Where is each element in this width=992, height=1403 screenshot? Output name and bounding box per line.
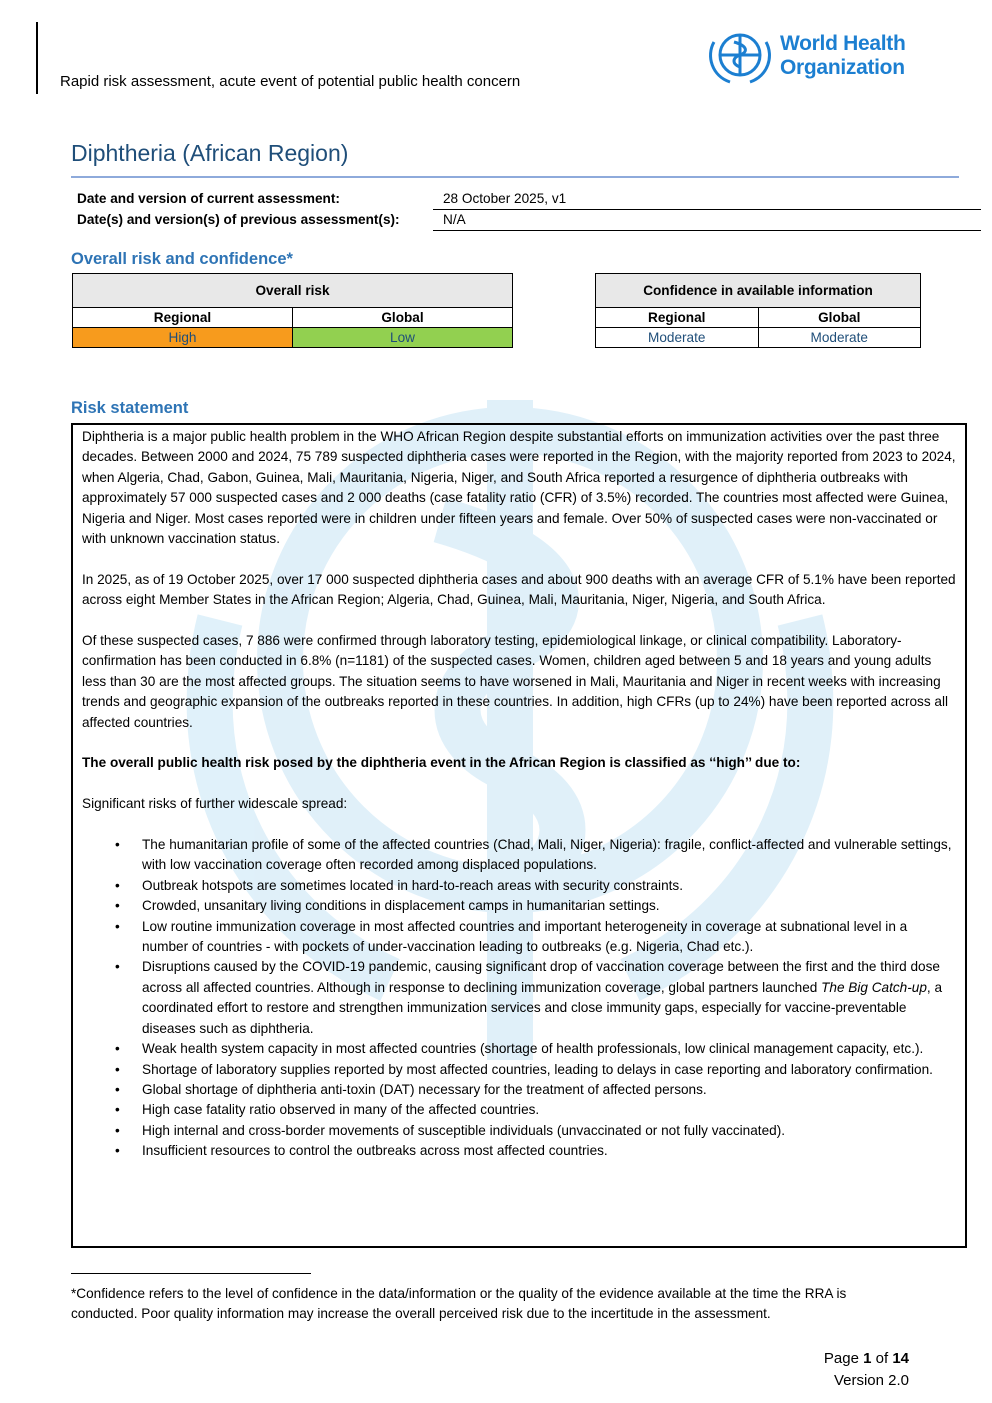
version-label: Version 2.0 [833,1372,909,1389]
confidence-global-value: Moderate [758,328,921,348]
meta-rule [433,209,981,210]
statement-paragraph: Significant risks of further widescale spread: [82,796,348,812]
footnote: *Confidence refers to the level of confidence in the data/information or the quality of the evidence available at the time the RRA is conducted. Poor quality information may increase the overall perceived risk due to the incertitude in the assessment. [71,1286,847,1322]
header-text: Rapid risk assessment, acute event of potential public health concern [60,73,521,90]
page-title: Diphtheria (African Region) [71,140,349,166]
risk-statement-heading: Risk statement [71,399,189,417]
page-footer [824,1348,909,1392]
page-number [824,1348,909,1370]
previous-assessment-label: Date(s) and version(s) of previous assessment(s): [77,212,400,227]
who-wordmark-line2: Organization [780,56,905,79]
campaign-name: The Big Catch-up [821,979,927,995]
list-item: • High internal and cross-border movements of susceptible individuals (unvaccinated or not fully vaccinated). [142,1121,957,1141]
previous-assessment-value: N/A [443,212,466,227]
title-rule [71,176,959,178]
list-item: • Outbreak hotspots are sometimes located in hard-to-reach areas with security constraints. [142,876,957,896]
current-assessment-label: Date and version of current assessment: [77,191,340,206]
page-current: 1 [863,1350,872,1367]
overall-risk-regional-value: High [73,328,293,348]
list-item: • Disruptions caused by the COVID-19 pandemic, causing significant drop of vaccination coverage between the first and the third dose across all affected countries. Although in response to declining immunization coverage, global partners launched The Big Catch-up, a coordinated effort to restore and strengthen immunization services and close immunity gaps, especially for vaccine-preventable diseases such as diphtheria. [142,957,957,1039]
page-total: 14 [892,1350,909,1367]
footnote-rule [71,1273,311,1274]
overall-risk-regional-label: Regional [73,308,293,328]
confidence-regional-value: Moderate [596,328,759,348]
risk-factor-list [82,835,957,1162]
confidence-header: Confidence in available information [596,274,921,308]
list-item: • High case fatality ratio observed in many of the affected countries. [142,1100,957,1120]
page-word: Page [823,1350,859,1367]
confidence-global-label: Global [758,308,921,328]
overall-risk-global-label: Global [293,308,513,328]
list-item: • Insufficient resources to control the outbreaks across most affected countries. [142,1141,957,1161]
statement-paragraph: Of these suspected cases, 7 886 were confirmed through laboratory testing, epidemiological linkage, or clinical compatibility. Laboratory-confirmation has been conducted in 6.8% (n=1181) of the suspected cases. Women, children aged between 5 and 18 years and young adults less than 30 are the most affected groups. The situation seems to have worsened in Mali, Mauritania and Niger in recent weeks with increasing trends and geographic expansion of the outbreaks reported in these countries. In addition, high CFRs (up to 24%) have been reported across all affected countries. [82,633,948,730]
who-wordmark [780,32,906,80]
page-of: of [875,1350,889,1367]
confidence-table [595,273,921,348]
list-item: • Crowded, unsanitary living conditions in displacement camps in humanitarian settings. [142,896,957,916]
list-item: • The humanitarian profile of some of the affected countries (Chad, Mali, Niger, Nigeria): fragile, conflict-affected and vulnerable settings, with low vaccination coverage often recorded among displaced populations. [142,835,957,876]
overall-risk-table [72,273,513,348]
list-item: • Shortage of laboratory supplies reported by most affected countries, leading to delays in case reporting and laboratory confirmation. [142,1060,957,1080]
risk-statement-box [71,423,967,1248]
header-rule [36,22,38,94]
overall-risk-global-value: Low [293,328,513,348]
risk-heading: Overall risk and confidence* [71,250,293,268]
current-assessment-value: 28 October 2025, v1 [443,191,567,206]
list-item: • Low routine immunization coverage in most affected countries and important heterogeneity in coverage at subnational level in a number of countries - with pockets of under-vaccination leading to outbreaks (e.g. Nigeria, Chad etc.). [142,917,957,958]
risk-classification: The overall public health risk posed by the diphtheria event in the African Region is classified as ‘‘high’’ due to: [82,755,801,771]
confidence-regional-label: Regional [596,308,759,328]
overall-risk-header: Overall risk [73,274,513,308]
list-item: • Global shortage of diphtheria anti-toxin (DAT) necessary for the treatment of affected persons. [142,1080,957,1100]
list-item: • Weak health system capacity in most affected countries (shortage of health professionals, low clinical management capacity, etc.). [142,1039,957,1059]
meta-rule [433,230,981,231]
who-wordmark-line1: World Health [780,32,906,55]
statement-paragraph: Diphtheria is a major public health problem in the WHO African Region despite substantial efforts on immunization activities over the past three decades. Between 2000 and 2024, 75 789 suspected diphtheria cases were reported in the Region, with the majority reported from 2023 to 2024, when Algeria, Chad, Gabon, Guinea, Mali, Mauritania, Nigeria, Niger, and South Africa reported a resurgence of diphtheria outbreaks with approximately 57 000 suspected cases and 2 000 deaths (case fatality ratio (CFR) of 3.5%) recorded. The countries most affected were Guinea, Nigeria and Niger. Most cases reported were in children under fifteen years and female. Over 50% of suspected cases were non-vaccinated or with unknown vaccination status. [82,429,956,547]
statement-paragraph: In 2025, as of 19 October 2025, over 17 000 suspected diphtheria cases and about 900 deaths with an average CFR of 5.1% have been reported across eight Member States in the African Region; Algeria, Chad, Guinea, Mali, Mauritania, Niger, Nigeria, and South Africa. [82,571,956,608]
